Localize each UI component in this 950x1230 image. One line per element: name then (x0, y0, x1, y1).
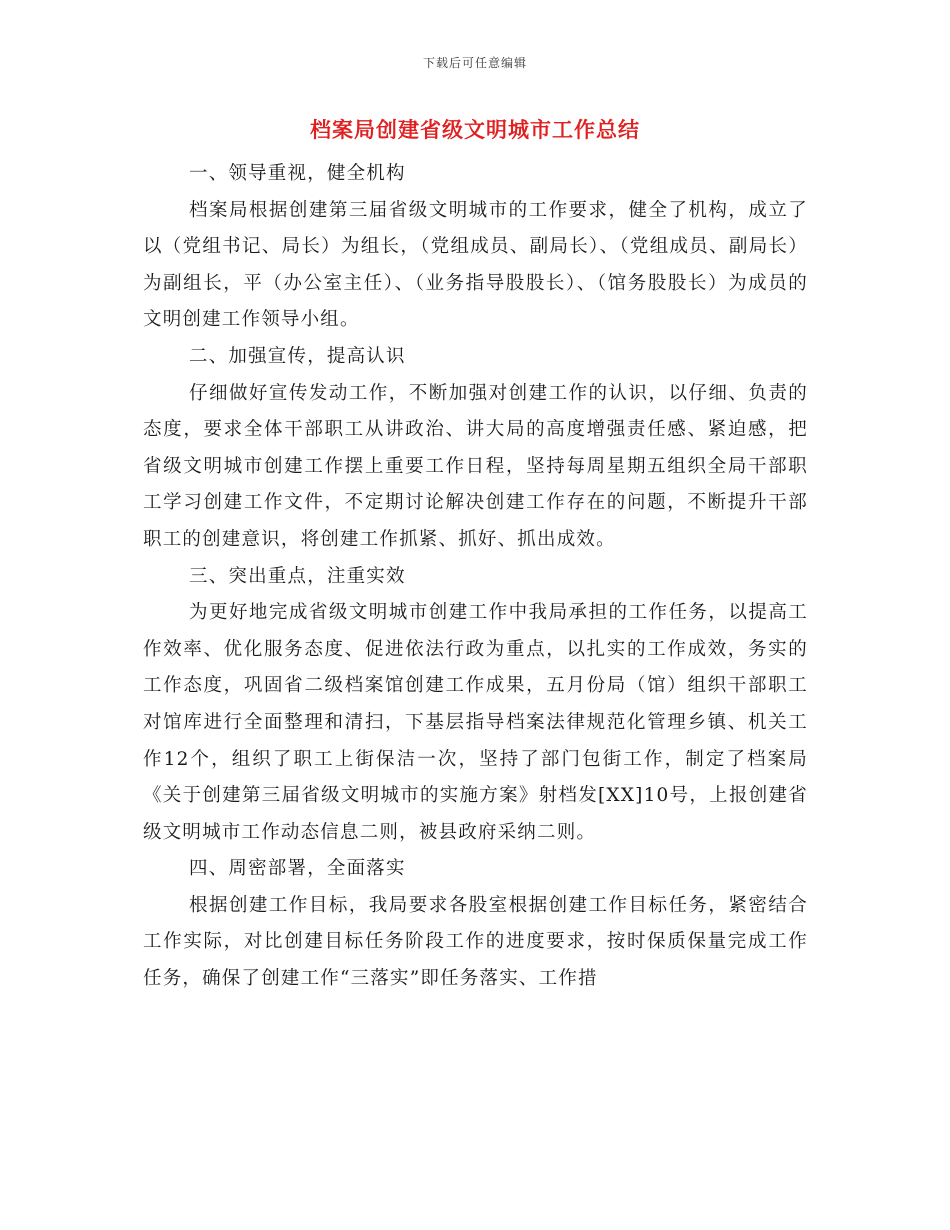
document-body (143, 156, 808, 998)
section-heading-1: 一、领导重视，健全机构 (189, 163, 406, 184)
paragraph-1: 档案局根据创建第三届省级文明城市的工作要求，健全了机构，成立了以（党组书记、局长）为组长，（党组成员、副局长）、（党组成员、副局长）为副组长，平（办公室主任）、（业务指导股股长）、（馆务股股长）为成员的文明创建工作领导小组。 (143, 199, 808, 331)
section-heading-4: 四、周密部署，全面落实 (189, 858, 406, 880)
document-title: 档案局创建省级文明城市工作总结 (310, 118, 640, 142)
paragraph-2: 仔细做好宣传发动工作，不断加强对创建工作的认识，以仔细、负责的态度，要求全体干部职工从讲政治、讲大局的高度增强责任感、紧迫感，把省级文明城市创建工作摆上重要工作日程，坚持每周星期五组织全局干部职工学习创建工作文件，不定期讨论解决创建工作存在的问题，不断提升干部职工的创建意识，将创建工作抓紧、抓好、抓出成效。 (143, 382, 808, 550)
section-heading-2: 二、加强宣传，提高认识 (189, 345, 406, 367)
paragraph-3: 为更好地完成省级文明城市创建工作中我局承担的工作任务，以提高工作效率、优化服务态度、促进依法行政为重点，以扎实的工作成效，务实的工作态度，巩固省二级档案馆创建工作成果，五月份局（馆）组织干部职工对馆库进行全面整理和清扫，下基层指导档案法律规范化管理乡镇、机关工作12个，组织了职工上街保洁一次，坚持了部门包街工作，制定了档案局《关于创建第三届省级文明城市的实施方案》射档发[XX]10号，上报创建省级文明城市工作动态信息二则，被县政府采纳二则。 (143, 602, 808, 843)
paragraph-4: 根据创建工作目标，我局要求各股室根据创建工作目标任务，紧密结合工作实际，对比创建目标任务阶段工作的进度要求，按时保质保量完成工作任务，确保了创建工作“三落实”即任务落实、工作措 (143, 894, 808, 990)
header-note: 下载后可任意编辑 (422, 56, 527, 70)
section-heading-3: 三、突出重点，注重实效 (189, 565, 406, 587)
